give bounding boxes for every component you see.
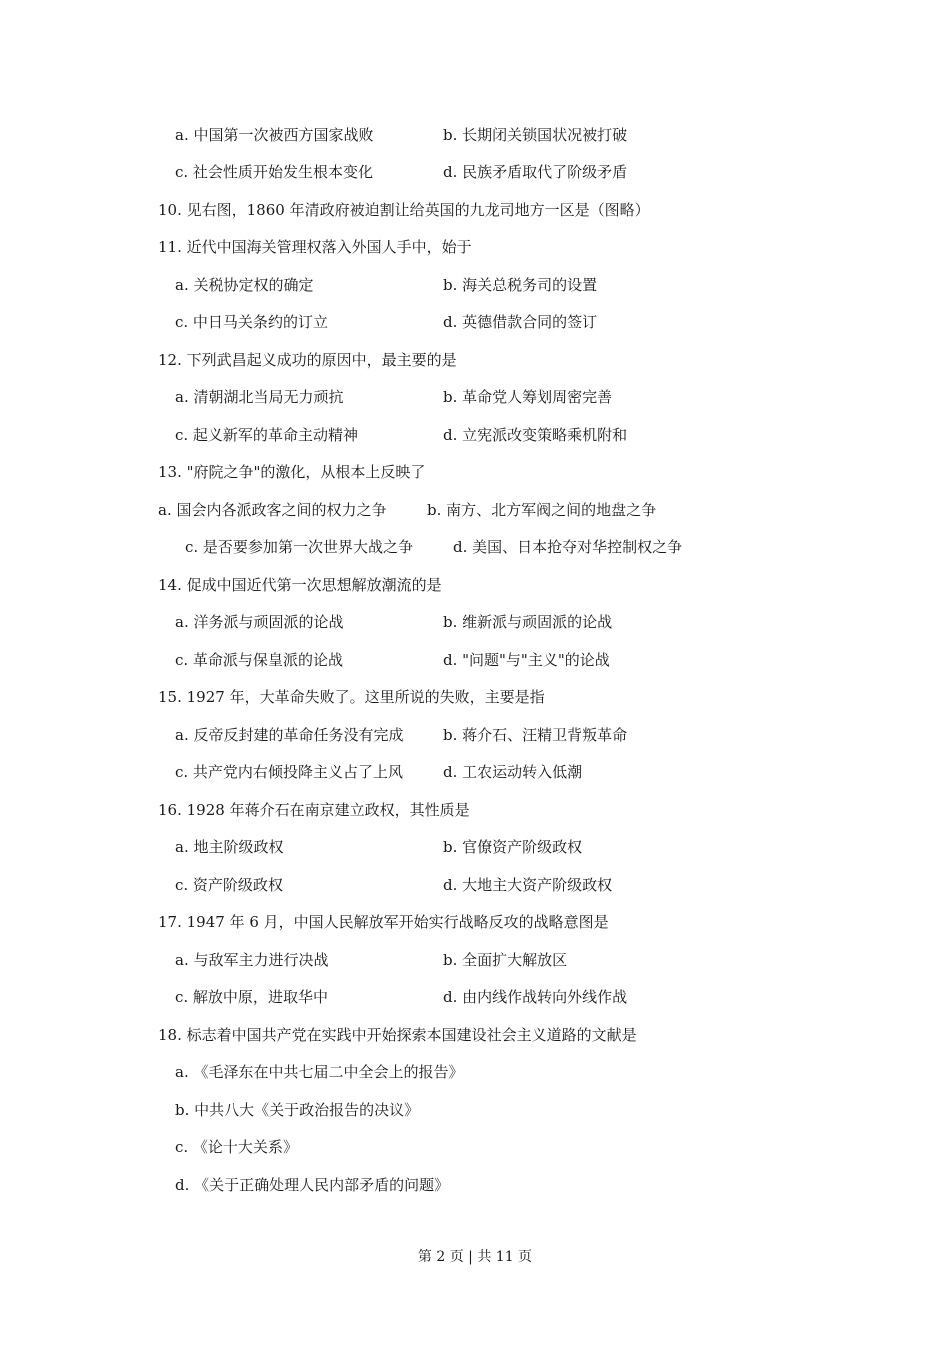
option-text: a. 关税协定权的确定	[175, 276, 314, 294]
option-text: d. 《关于正确处理人民内部矛盾的问题》	[175, 1176, 450, 1194]
option-text: b. 南方、北方军阀之间的地盘之争	[427, 501, 657, 519]
option-text: d. 民族矛盾取代了阶级矛盾	[443, 163, 628, 181]
option-text: a. 《毛泽东在中共七届二中全会上的报告》	[175, 1063, 464, 1081]
option-text: a. 中国第一次被西方国家战败	[175, 126, 374, 144]
question-text: 17. 1947 年 6 月，中国人民解放军开始实行战略反攻的战略意图是	[158, 913, 609, 931]
option-text: b. 革命党人筹划周密完善	[443, 388, 613, 406]
option-text: c. 解放中原，进取华中	[175, 988, 328, 1006]
option-text: c. 是否要参加第一次世界大战之争	[185, 538, 413, 556]
option-text: a. 国会内各派政客之间的权力之争	[158, 501, 387, 519]
option-text: b. 维新派与顽固派的论战	[443, 613, 613, 631]
question-text: 15. 1927 年，大革命失败了。这里所说的失败，主要是指	[158, 688, 545, 706]
question-text: 16. 1928 年蒋介石在南京建立政权，其性质是	[158, 801, 470, 819]
option-text: d. 工农运动转入低潮	[443, 763, 583, 781]
question-text: 12. 下列武昌起义成功的原因中，最主要的是	[158, 351, 457, 369]
option-text: d. 由内线作战转向外线作战	[443, 988, 628, 1006]
option-text: d. "问题"与"主义"的论战	[443, 651, 610, 669]
option-text: b. 长期闭关锁国状况被打破	[443, 126, 628, 144]
option-text: c. 共产党内右倾投降主义占了上风	[175, 763, 403, 781]
option-text: a. 与敌军主力进行决战	[175, 951, 329, 969]
question-text: 18. 标志着中国共产党在实践中开始探索本国建设社会主义道路的文献是	[158, 1026, 637, 1044]
question-text: 11. 近代中国海关管理权落入外国人手中，始于	[158, 238, 472, 256]
option-text: c. 起义新军的革命主动精神	[175, 426, 358, 444]
option-text: a. 地主阶级政权	[175, 838, 284, 856]
option-text: b. 官僚资产阶级政权	[443, 838, 583, 856]
question-text: 10. 见右图，1860 年清政府被迫割让给英国的九龙司地方一区是（图略）	[158, 201, 650, 219]
option-text: b. 海关总税务司的设置	[443, 276, 598, 294]
option-text: b. 中共八大《关于政治报告的决议》	[175, 1101, 420, 1119]
option-text: c. 《论十大关系》	[175, 1138, 298, 1156]
option-text: b. 蒋介石、汪精卫背叛革命	[443, 726, 628, 744]
option-text: a. 清朝湖北当局无力顽抗	[175, 388, 344, 406]
page-footer: 第 2 页 | 共 11 页	[417, 1249, 533, 1265]
question-text: 14. 促成中国近代第一次思想解放潮流的是	[158, 576, 442, 594]
option-text: d. 立宪派改变策略乘机附和	[443, 426, 628, 444]
option-text: d. 美国、日本抢夺对华控制权之争	[453, 538, 683, 556]
option-text: b. 全面扩大解放区	[443, 951, 568, 969]
option-text: c. 革命派与保皇派的论战	[175, 651, 343, 669]
question-text: 13. "府院之争"的激化，从根本上反映了	[158, 463, 426, 481]
option-text: c. 社会性质开始发生根本变化	[175, 163, 373, 181]
option-text: d. 英德借款合同的签订	[443, 313, 598, 331]
option-text: c. 中日马关条约的订立	[175, 313, 328, 331]
option-text: a. 反帝反封建的革命任务没有完成	[175, 726, 404, 744]
option-text: c. 资产阶级政权	[175, 876, 283, 894]
option-text: d. 大地主大资产阶级政权	[443, 876, 613, 894]
option-text: a. 洋务派与顽固派的论战	[175, 613, 344, 631]
